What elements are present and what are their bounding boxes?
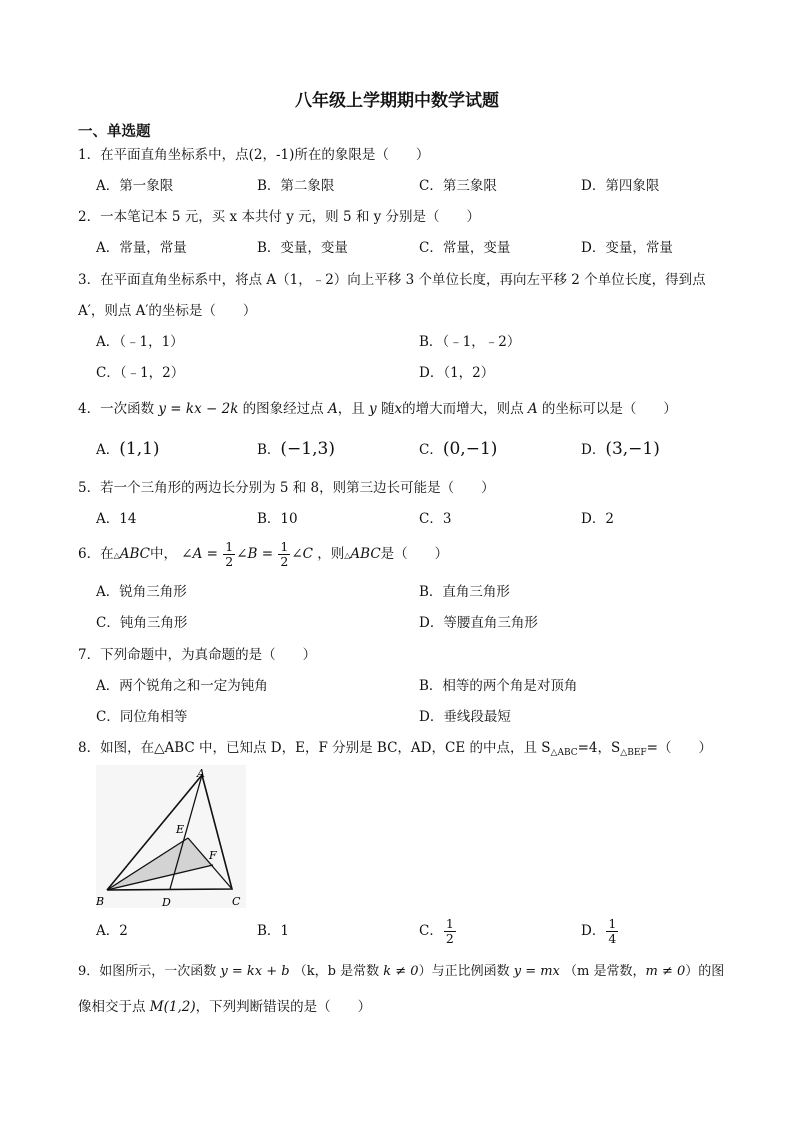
q8-option-c-fraction (444, 917, 456, 946)
q4-text-4: 的增大而增大，则点 (402, 401, 524, 417)
q5-option-b: B．10 (257, 511, 298, 527)
q4-text-1: 的图象经过点 (242, 401, 324, 417)
q1-option-c: C．第三象限 (419, 178, 497, 194)
q5-option-a: A．14 (96, 511, 137, 527)
q9-line2-suffix: ，下列判断错误的是（ ） (195, 999, 372, 1015)
q6-angle-c: ∠C (291, 546, 313, 562)
q8-option-d-numerator: 1 (608, 916, 617, 931)
q6-angle-a: ∠A = (181, 546, 218, 562)
q7-option-b: B．相等的两个角是对顶角 (419, 678, 578, 694)
q7-option-c: C．同位角相等 (96, 709, 188, 725)
question-4 (78, 399, 677, 419)
q4-option-c-label: C． (419, 442, 443, 458)
q6-fraction-1-denominator: 2 (225, 554, 234, 569)
question-7: 7．下列命题中，为真命题的是（ ） (78, 647, 317, 663)
q6-suffix: 是（ ） (380, 546, 449, 562)
q2-option-b: B．变量，变量 (257, 240, 348, 256)
q8-option-c-denominator: 2 (445, 931, 454, 946)
q2-option-d: D．变量，常量 (581, 240, 673, 256)
q5-option-d: D．2 (581, 511, 614, 527)
triangle-symbol-2: △ (344, 551, 351, 560)
page-title: 八年级上学期期中数学试题 (295, 91, 499, 111)
q3-option-b: B．（﹣1，﹣2） (419, 334, 521, 350)
triangle-symbol: △ (113, 551, 120, 560)
q8-option-c-label: C． (419, 923, 443, 939)
q1-option-d: D．第四象限 (581, 178, 660, 194)
q4-option-a-value: (1,1) (119, 439, 160, 459)
q4-option-b (257, 439, 335, 460)
q9-prefix: 9．如图所示，一次函数 (78, 964, 217, 979)
q4-point-a-2: A (527, 401, 538, 417)
q5-option-c: C．3 (419, 511, 452, 527)
q2-option-c: C．常量，变量 (419, 240, 511, 256)
q9-condition-2: m ≠ 0 (645, 964, 686, 979)
q9-point-m: M(1,2) (149, 999, 196, 1015)
q4-option-d-label: D． (581, 442, 606, 458)
q4-text-3: 随 (380, 401, 395, 417)
q6-prefix: 6．在 (78, 546, 114, 562)
q6-fraction-2-denominator: 2 (280, 554, 289, 569)
q4-option-d (581, 439, 660, 460)
section-heading: 一、单选题 (78, 124, 151, 140)
q4-option-c-value: (0,−1) (442, 439, 498, 459)
q8-text-2: =4，S (577, 740, 621, 756)
q8-option-d-denominator: 4 (608, 931, 617, 946)
question-3-line-2: A′，则点 A′的坐标是（ ） (78, 303, 257, 319)
question-5: 5．若一个三角形的两边长分别为 5 和 8，则第三边长可能是（ ） (78, 480, 495, 496)
q4-point-a: A (327, 401, 338, 417)
q6-option-d: D．等腰直角三角形 (419, 615, 538, 631)
q6-angle-b: ∠B = (236, 546, 274, 562)
q8-subscript-abc: △ABC (550, 748, 578, 758)
q8-option-c (419, 912, 457, 950)
triangle-figure (96, 765, 246, 908)
q6-option-a: A．锐角三角形 (96, 584, 187, 600)
q6-fraction-1 (223, 540, 235, 569)
q9-condition-1: k ≠ 0 (383, 964, 419, 979)
q4-var-y: y (369, 401, 377, 417)
q8-option-d-label: D． (581, 923, 606, 939)
q6-text-1: 中， (150, 546, 177, 562)
q4-formula: y = kx − 2k (158, 401, 239, 417)
q3-option-a: A．（﹣1，1） (96, 334, 184, 350)
q4-suffix: 的坐标可以是（ ） (541, 401, 677, 417)
q3-option-d: D．（1，2） (419, 365, 495, 381)
label-d: D (162, 896, 171, 908)
q4-option-b-value: (−1,3) (280, 439, 335, 459)
q4-option-a (96, 439, 160, 460)
question-9-line-2 (78, 997, 371, 1017)
q9-formula-2: y = mx (513, 964, 560, 979)
q4-text-2: ，且 (337, 401, 365, 417)
question-8 (78, 738, 712, 760)
q4-option-d-value: (3,−1) (605, 439, 660, 459)
label-a: A (197, 767, 205, 780)
q8-text: 8．如图，在△ABC 中，已知点 D，E，F 分别是 BC，AD，CE 的中点，且 S (78, 740, 551, 756)
q9-text-1: （k，b 是常数 (293, 964, 380, 979)
q7-option-a: A．两个锐角之和一定为钝角 (96, 678, 268, 694)
q6-fraction-2 (278, 540, 290, 569)
q8-subscript-bef: △BEF (620, 748, 647, 758)
question-2: 2．一本笔记本 5 元，买 x 本共付 y 元，则 5 和 y 分别是（ ） (78, 209, 481, 225)
q8-option-d (581, 912, 619, 950)
q6-triangle-name: ABC (119, 546, 150, 562)
q6-option-c: C．钝角三角形 (96, 615, 188, 631)
q8-option-a: A．2 (96, 923, 128, 939)
question-6 (78, 538, 448, 572)
q6-fraction-1-numerator: 1 (225, 539, 234, 554)
q2-option-a: A．常量，常量 (96, 240, 187, 256)
question-1: 1．在平面直角坐标系中，点(2，-1)所在的象限是（ ） (78, 147, 430, 163)
q4-var-x: x (394, 401, 403, 417)
label-e: E (176, 823, 185, 836)
label-c: C (232, 895, 241, 908)
q9-suffix: ）的图 (685, 964, 725, 979)
triangle-diagram (96, 765, 246, 908)
q9-formula-1: y = kx + b (220, 964, 290, 979)
q8-option-c-numerator: 1 (445, 916, 454, 931)
q1-option-b: B．第二象限 (257, 178, 335, 194)
q8-option-d-fraction (606, 917, 618, 946)
q4-prefix: 4．一次函数 (78, 401, 155, 417)
q4-option-b-label: B． (257, 442, 281, 458)
q6-triangle-name-2: ABC (350, 546, 381, 562)
q9-line2-prefix: 像相交于点 (78, 999, 146, 1015)
question-9-line-1 (78, 962, 724, 982)
q7-option-d: D．垂线段最短 (419, 709, 511, 725)
q8-suffix: =（ ） (646, 740, 712, 756)
q3-option-c: C．（﹣1，2） (96, 365, 185, 381)
q8-option-b: B．1 (257, 923, 290, 939)
q4-option-c (419, 439, 497, 460)
label-f: F (209, 849, 217, 862)
q9-text-2: ）与正比例函数 (418, 964, 510, 979)
q6-option-b: B．直角三角形 (419, 584, 510, 600)
question-3-line-1: 3．在平面直角坐标系中，将点 A（1，﹣2）向上平移 3 个单位长度，再向左平移 2 个单位长度，得到点 (78, 272, 706, 288)
q6-text-2: ，则 (317, 546, 345, 562)
q9-text-3: （m 是常数， (564, 964, 646, 979)
q6-fraction-2-numerator: 1 (280, 539, 289, 554)
q1-option-a: A．第一象限 (96, 178, 174, 194)
label-b: B (96, 895, 105, 908)
q4-option-a-label: A． (96, 442, 120, 458)
